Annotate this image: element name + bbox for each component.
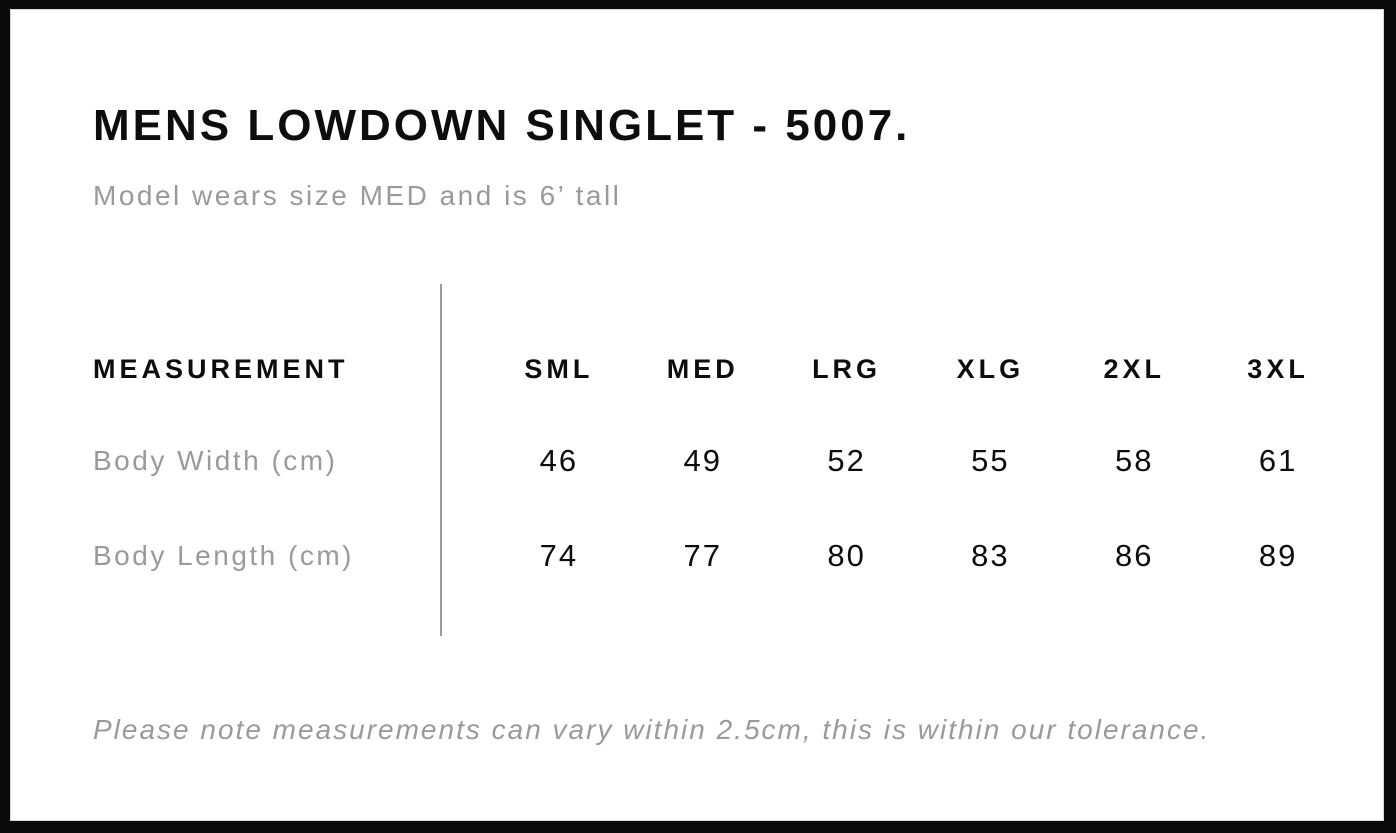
body-width-med: 49 [683,443,722,478]
model-size-info: Model wears size MED and is 6’ tall [93,180,622,211]
column-header-lrg: LRG [812,353,882,384]
body-length-sml: 74 [539,538,579,573]
row-label-body-length: Body Length (cm) [93,540,354,571]
column-header-med: MED [666,353,739,384]
body-width-sml: 46 [539,443,579,478]
body-length-xlg: 83 [971,538,1010,573]
body-width-3xl: 61 [1258,443,1298,478]
column-header-xlg: XLG [956,353,1025,384]
body-length-2xl: 86 [1115,538,1154,573]
column-header-measurement: MEASUREMENT [93,353,349,384]
body-length-3xl: 89 [1258,538,1298,573]
body-length-med: 77 [683,538,722,573]
page-title: MENS LOWDOWN SINGLET - 5007. [93,101,911,150]
body-length-lrg: 80 [827,538,866,573]
body-width-xlg: 55 [971,443,1010,478]
body-width-lrg: 52 [827,443,866,478]
body-width-2xl: 58 [1115,443,1154,478]
size-guide-page [10,9,1384,821]
column-header-sml: SML [524,353,594,384]
tolerance-note: Please note measurements can vary within 2.5cm, this is within our tolerance. [93,714,1211,745]
column-header-2xl: 2XL [1103,353,1165,384]
column-header-3xl: 3XL [1247,353,1309,384]
table-row-body-length [93,534,1350,578]
table-row-body-width [93,439,1350,483]
row-label-body-width: Body Width (cm) [93,445,338,476]
table-header-row [93,347,1350,391]
